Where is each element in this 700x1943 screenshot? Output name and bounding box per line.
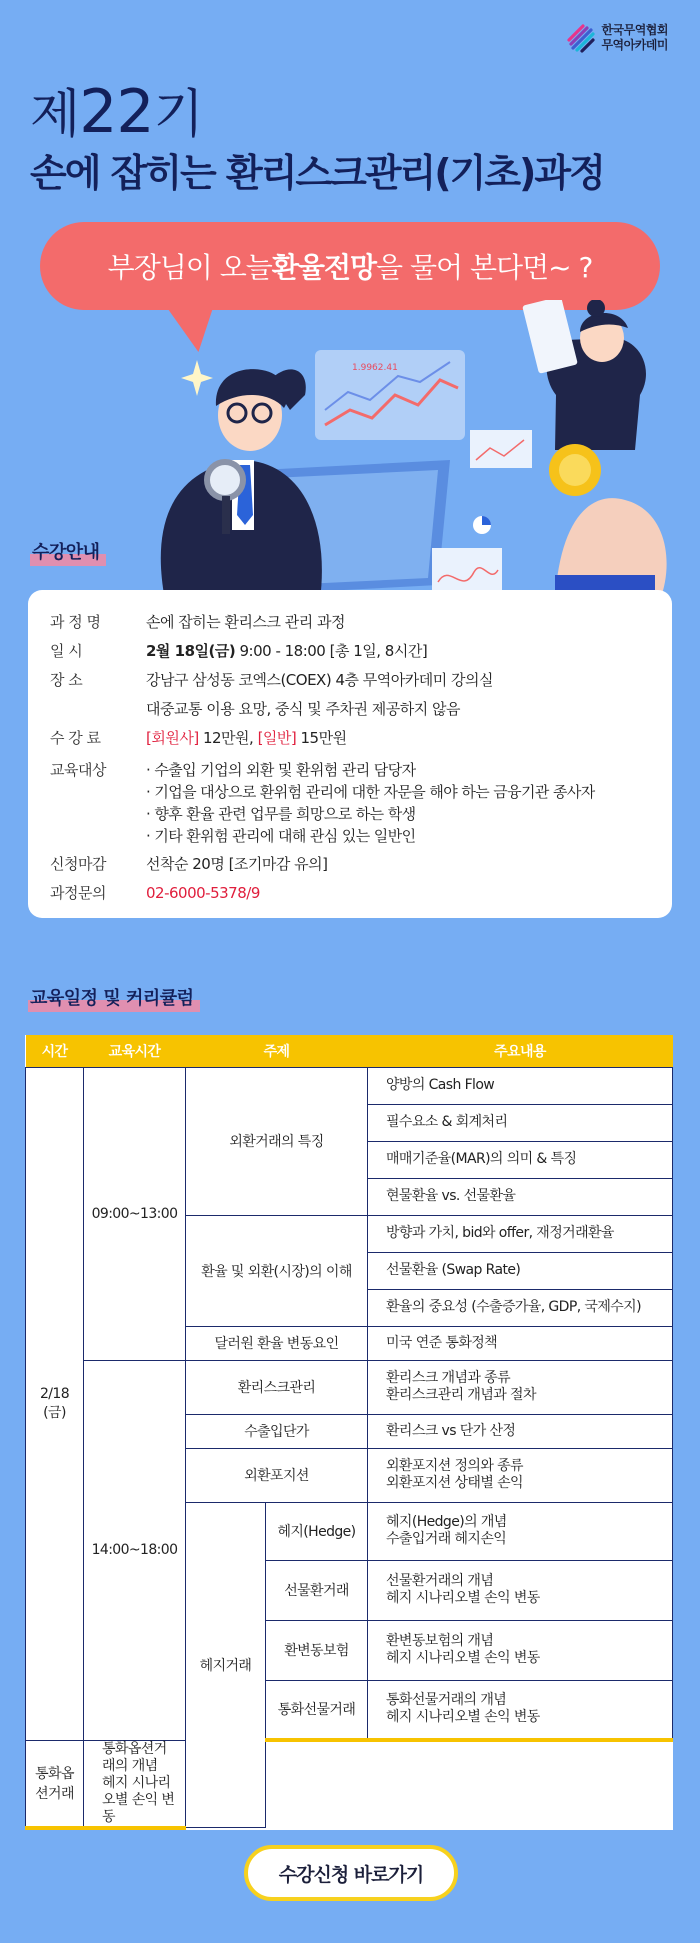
sub-topic-cell: 환변동보험 <box>266 1620 368 1680</box>
content-cell: 헤지(Hedge)의 개념 수출입거래 헤지손익 <box>368 1502 673 1560</box>
table-row <box>26 1740 673 1828</box>
curriculum-section-title-text: 교육일정 및 커리큘럼 <box>30 988 194 1009</box>
deadline-label: 신청마감 <box>50 855 106 873</box>
round-number: 22 <box>79 77 154 147</box>
topic-cell: 외환거래의 특징 <box>186 1067 368 1215</box>
bubble-emphasis: 환율전망 <box>271 251 377 284</box>
content-cell: 환리스크 개념과 종류 환리스크관리 개념과 절차 <box>368 1360 673 1414</box>
table-row <box>26 1067 673 1104</box>
topic-cell: 달러원 환율 변동요인 <box>186 1326 368 1360</box>
contact-phone[interactable]: 02-6000-5378/9 <box>146 884 260 902</box>
content-cell: 외환포지션 정의와 종류 외환포지션 상태별 손익 <box>368 1448 673 1502</box>
info-section-title <box>32 538 100 564</box>
date-label: 일 시 <box>50 642 83 660</box>
date-bold: 2월 18일(금) <box>146 642 236 660</box>
date-value <box>146 637 650 666</box>
bubble-text-post: 을 물어 본다면~ ? <box>376 251 593 284</box>
content-cell: 환율의 중요성 (수출증가율, GDP, 국제수지) <box>368 1289 673 1326</box>
apply-button[interactable]: 수강신청 바로가기 <box>244 1845 458 1901</box>
mini-wave-card <box>432 548 502 592</box>
info-row-deadline <box>50 850 650 879</box>
fee-value <box>146 724 650 753</box>
sparkle-icon <box>181 360 213 396</box>
content-cell: 현물환율 vs. 선물환율 <box>368 1178 673 1215</box>
info-row-target <box>50 756 650 847</box>
round-suffix: 기 <box>153 85 203 145</box>
logo-stripes-icon <box>565 22 595 54</box>
info-row-fee <box>50 724 650 753</box>
table-row <box>26 1360 673 1414</box>
topic-cell: 환율 및 외환(시장)의 이해 <box>186 1215 368 1326</box>
target-item: · 향후 환율 관련 업무를 희망으로 하는 학생 <box>146 805 416 823</box>
content-cell: 양방의 Cash Flow <box>368 1067 673 1104</box>
page-title: 손에 잡히는 환리스크관리(기초)과정 <box>30 151 604 195</box>
course-value: 손에 잡히는 환리스크 관리 과정 <box>146 613 345 631</box>
kita-logo[interactable] <box>565 22 668 54</box>
place-note-spacer <box>50 695 146 724</box>
content-cell: 환리스크 vs 단가 산정 <box>368 1414 673 1448</box>
target-label: 교육대상 <box>50 761 106 779</box>
curriculum-table <box>25 1035 673 1830</box>
magnifier-icon <box>207 462 243 498</box>
topic-cell: 외환포지션 <box>186 1448 368 1502</box>
deadline-value: 선착순 20명 [조기마감 유의] <box>146 855 328 873</box>
magnifier-handle <box>222 496 230 534</box>
fee-label: 수 강 료 <box>50 729 101 747</box>
fee-general-tag: [일반] <box>257 729 297 747</box>
target-item: · 기업을 대상으로 환위험 관리에 대한 자문을 해야 하는 금융기관 종사자 <box>146 783 595 801</box>
topic-cell: 환리스크관리 <box>186 1360 368 1414</box>
sub-topic-cell: 통화선물거래 <box>266 1680 368 1740</box>
content-cell: 선물환율 (Swap Rate) <box>368 1252 673 1289</box>
morning-time-cell: 09:00~13:00 <box>84 1067 186 1360</box>
header-content: 주요내용 <box>368 1035 673 1067</box>
content-cell: 선물환거래의 개념 헤지 시나리오별 손익 변동 <box>368 1560 673 1620</box>
curriculum-section-title <box>30 984 194 1010</box>
afternoon-time-cell: 14:00~18:00 <box>84 1360 186 1740</box>
target-list <box>146 756 650 847</box>
course-round <box>30 72 203 147</box>
content-cell: 환변동보험의 개념 헤지 시나리오별 손익 변동 <box>368 1620 673 1680</box>
place-note: 대중교통 이용 요망, 중식 및 주차권 제공하지 않음 <box>146 700 460 718</box>
header-edu-time: 교육시간 <box>84 1035 186 1067</box>
content-cell: 필수요소 & 회계처리 <box>368 1104 673 1141</box>
fee-general: 15만원 <box>296 729 347 747</box>
info-row-place <box>50 666 650 695</box>
logo-line1: 한국무역협회 <box>601 23 668 37</box>
table-header-row <box>26 1035 673 1067</box>
round-prefix: 제 <box>30 85 80 145</box>
content-cell: 통화선물거래의 개념 헤지 시나리오별 손익 변동 <box>368 1680 673 1740</box>
target-item: · 기타 환위험 관리에 대해 관심 있는 일반인 <box>146 827 416 845</box>
topic-cell: 헤지거래 <box>186 1502 266 1828</box>
sub-topic-cell: 헤지(Hedge) <box>266 1502 368 1560</box>
logo-line2: 무역아카데미 <box>601 38 668 52</box>
sub-topic-cell: 선물환거래 <box>266 1560 368 1620</box>
info-row-contact <box>50 879 650 908</box>
date-rest: 9:00 - 18:00 [총 1일, 8시간] <box>235 642 428 660</box>
document-icon <box>522 300 578 374</box>
info-section-title-text: 수강안내 <box>32 542 100 563</box>
content-cell: 매매기준율(MAR)의 의미 & 특징 <box>368 1141 673 1178</box>
place-value: 강남구 삼성동 코엑스(COEX) 4층 무역아카데미 강의실 <box>146 671 493 689</box>
logo-text <box>601 23 668 53</box>
sub-topic-cell: 통화옵션거래 <box>26 1740 84 1828</box>
header-time: 시간 <box>26 1035 84 1067</box>
bubble-text-pre: 부장님이 오늘 <box>107 251 272 284</box>
coin-inner <box>559 454 591 486</box>
info-row-date <box>50 637 650 666</box>
fee-member: 12만원, <box>198 729 258 747</box>
info-row-course <box>50 608 650 637</box>
contact-label: 과정문의 <box>50 884 106 902</box>
date-cell: 2/18 (금) <box>26 1067 84 1740</box>
mini-chart-card <box>470 430 532 468</box>
course-label: 과 정 명 <box>50 613 101 631</box>
chart-panel-value: 1.9962.41 <box>352 363 398 373</box>
content-cell: 방향과 가치, bid와 offer, 재정거래환율 <box>368 1215 673 1252</box>
target-item: · 수출입 기업의 외환 및 환위험 관리 담당자 <box>146 761 416 779</box>
header-topic: 주제 <box>186 1035 368 1067</box>
fee-member-tag: [회원사] <box>146 729 199 747</box>
info-row-place-note <box>50 695 650 724</box>
info-card <box>28 590 672 918</box>
place-label: 장 소 <box>50 671 83 689</box>
content-cell: 미국 연준 통화정책 <box>368 1326 673 1360</box>
topic-cell: 수출입단가 <box>186 1414 368 1448</box>
content-cell: 통화옵션거래의 개념 헤지 시나리오별 손익 변동 <box>84 1740 186 1828</box>
speech-bubble <box>40 222 660 310</box>
